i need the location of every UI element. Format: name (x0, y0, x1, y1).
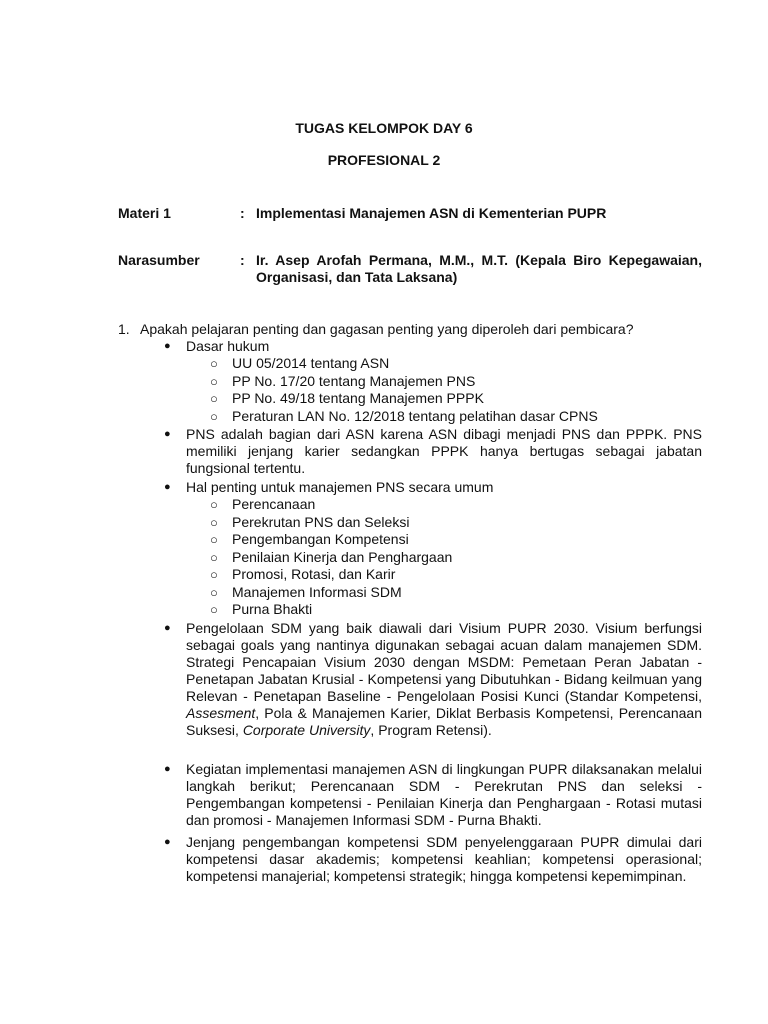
circle-mark: ○ (210, 585, 218, 600)
list-item (210, 531, 672, 548)
list-item (164, 620, 702, 739)
sub-item: Perekrutan PNS dan Seleksi (232, 514, 410, 530)
circle-mark: ○ (210, 602, 218, 617)
circle-mark: ○ (210, 409, 218, 424)
pengelolaan-italic-assesment: Assesment (186, 705, 256, 721)
sub-item: Peraturan LAN No. 12/2018 tentang pelatihan dasar CPNS (232, 408, 598, 424)
circle-mark: ○ (210, 497, 218, 512)
list-item (164, 479, 702, 496)
bullet-dasar-hukum: Dasar hukum (186, 338, 270, 354)
bullet-mark: ● (164, 763, 171, 775)
pengelolaan-italic-corporate: Corporate University (242, 722, 371, 738)
document-title: TUGAS KELOMPOK DAY 6 (295, 120, 473, 136)
circle-mark: ○ (210, 550, 218, 565)
sub-item: PP No. 17/20 tentang Manajemen PNS (232, 373, 476, 389)
narasumber-value (256, 252, 702, 286)
circle-mark: ○ (210, 356, 218, 371)
bullet-mark: ● (164, 622, 171, 634)
sub-item: Manajemen Informasi SDM (232, 584, 402, 600)
list-item (210, 373, 672, 390)
bullet-mark: ● (164, 836, 171, 848)
pengelolaan-text-b: , Pola & Manajemen Karier, Diklat Berbasis Kompetensi, Perencanaan Suksesi, (186, 705, 702, 738)
pengelolaan-text-a: Pengelolaan SDM yang baik diawali dari Visium PUPR 2030. Visium berfungsi sebagai goals yang nantinya digunakan sebagai acuan dalam manajemen SDM. Strategi Pencapaian Visium 2030 dengan MSDM: Pemetaan Peran Jabatan - Penetapan Jabatan Krusial - Kompetensi yang Dibutuhkan - Bidang keilmuan yang Relevan - Penetapan Baseline - Pengelolaan Posisi Kunci (Standar Kompetensi, (186, 620, 702, 704)
list-item (210, 514, 672, 531)
list-item (164, 761, 702, 829)
bullet-pns: PNS adalah bagian dari ASN karena ASN dibagi menjadi PNS dan PPPK. PNS memiliki jenjang karier sedangkan PPPK hanya bertugas sebagai jabatan fungsional tertentu. (186, 426, 702, 476)
list-item (210, 390, 672, 407)
list-item (210, 355, 672, 372)
bullet-pengelolaan (186, 620, 702, 738)
bullet-kegiatan: Kegiatan implementasi manajemen ASN di lingkungan PUPR dilaksanakan melalui langkah berikut; Perencanaan SDM - Perekrutan PNS dan seleksi - Pengembangan kompetensi - Penilaian Kinerja dan Penghargaan - Rotasi mutasi dan promosi - Manajemen Informasi SDM - Purna Bhakti. (186, 761, 702, 828)
bullet-jenjang: Jenjang pengembangan kompetensi SDM penyelenggaraan PUPR dimulai dari kompetensi dasar akademis; kompetensi keahlian; kompetensi operasional; kompetensi manajerial; kompetensi strategik; hingga kompetensi kepemimpinan. (186, 834, 702, 884)
list-item (164, 834, 702, 885)
list-item (210, 584, 672, 601)
sub-item: Promosi, Rotasi, dan Karir (232, 566, 396, 582)
narasumber-colon: : (240, 252, 245, 268)
circle-mark: ○ (210, 532, 218, 547)
list-item (210, 408, 672, 425)
list-item (164, 338, 702, 355)
question-number: 1. (118, 321, 130, 337)
sub-item: Penilaian Kinerja dan Penghargaan (232, 549, 453, 565)
bullet-mark: ● (164, 481, 171, 493)
sub-item: UU 05/2014 tentang ASN (232, 355, 390, 371)
sub-item: Pengembangan Kompetensi (232, 531, 409, 547)
sub-item: Purna Bhakti (232, 601, 313, 617)
bullet-hal-penting: Hal penting untuk manajemen PNS secara umum (186, 479, 494, 495)
circle-mark: ○ (210, 567, 218, 582)
bullet-mark: ● (164, 340, 171, 352)
sub-item: PP No. 49/18 tentang Manajemen PPPK (232, 390, 484, 406)
materi-label: Materi 1 (118, 205, 171, 221)
list-item (210, 566, 672, 583)
narasumber-value-line-2: Organisasi, dan Tata Laksana) (256, 269, 458, 285)
list-item (164, 426, 702, 477)
circle-mark: ○ (210, 515, 218, 530)
bullet-mark: ● (164, 428, 171, 440)
list-item (210, 549, 672, 566)
list-item (210, 496, 672, 513)
pengelolaan-text-c: , Program Retensi). (370, 722, 492, 738)
document-subtitle: PROFESIONAL 2 (327, 152, 441, 168)
materi-value: Implementasi Manajemen ASN di Kementerian PUPR (256, 205, 607, 221)
narasumber-value-line-1: Ir. Asep Arofah Permana, M.M., M.T. (Kepala Biro Kepegawaian, (256, 252, 702, 268)
narasumber-label: Narasumber (118, 252, 200, 268)
sub-item: Perencanaan (232, 496, 316, 512)
circle-mark: ○ (210, 391, 218, 406)
materi-colon: : (240, 205, 245, 221)
question-text: Apakah pelajaran penting dan gagasan penting yang diperoleh dari pembicara? (140, 321, 634, 337)
list-item (210, 601, 672, 618)
circle-mark: ○ (210, 374, 218, 389)
